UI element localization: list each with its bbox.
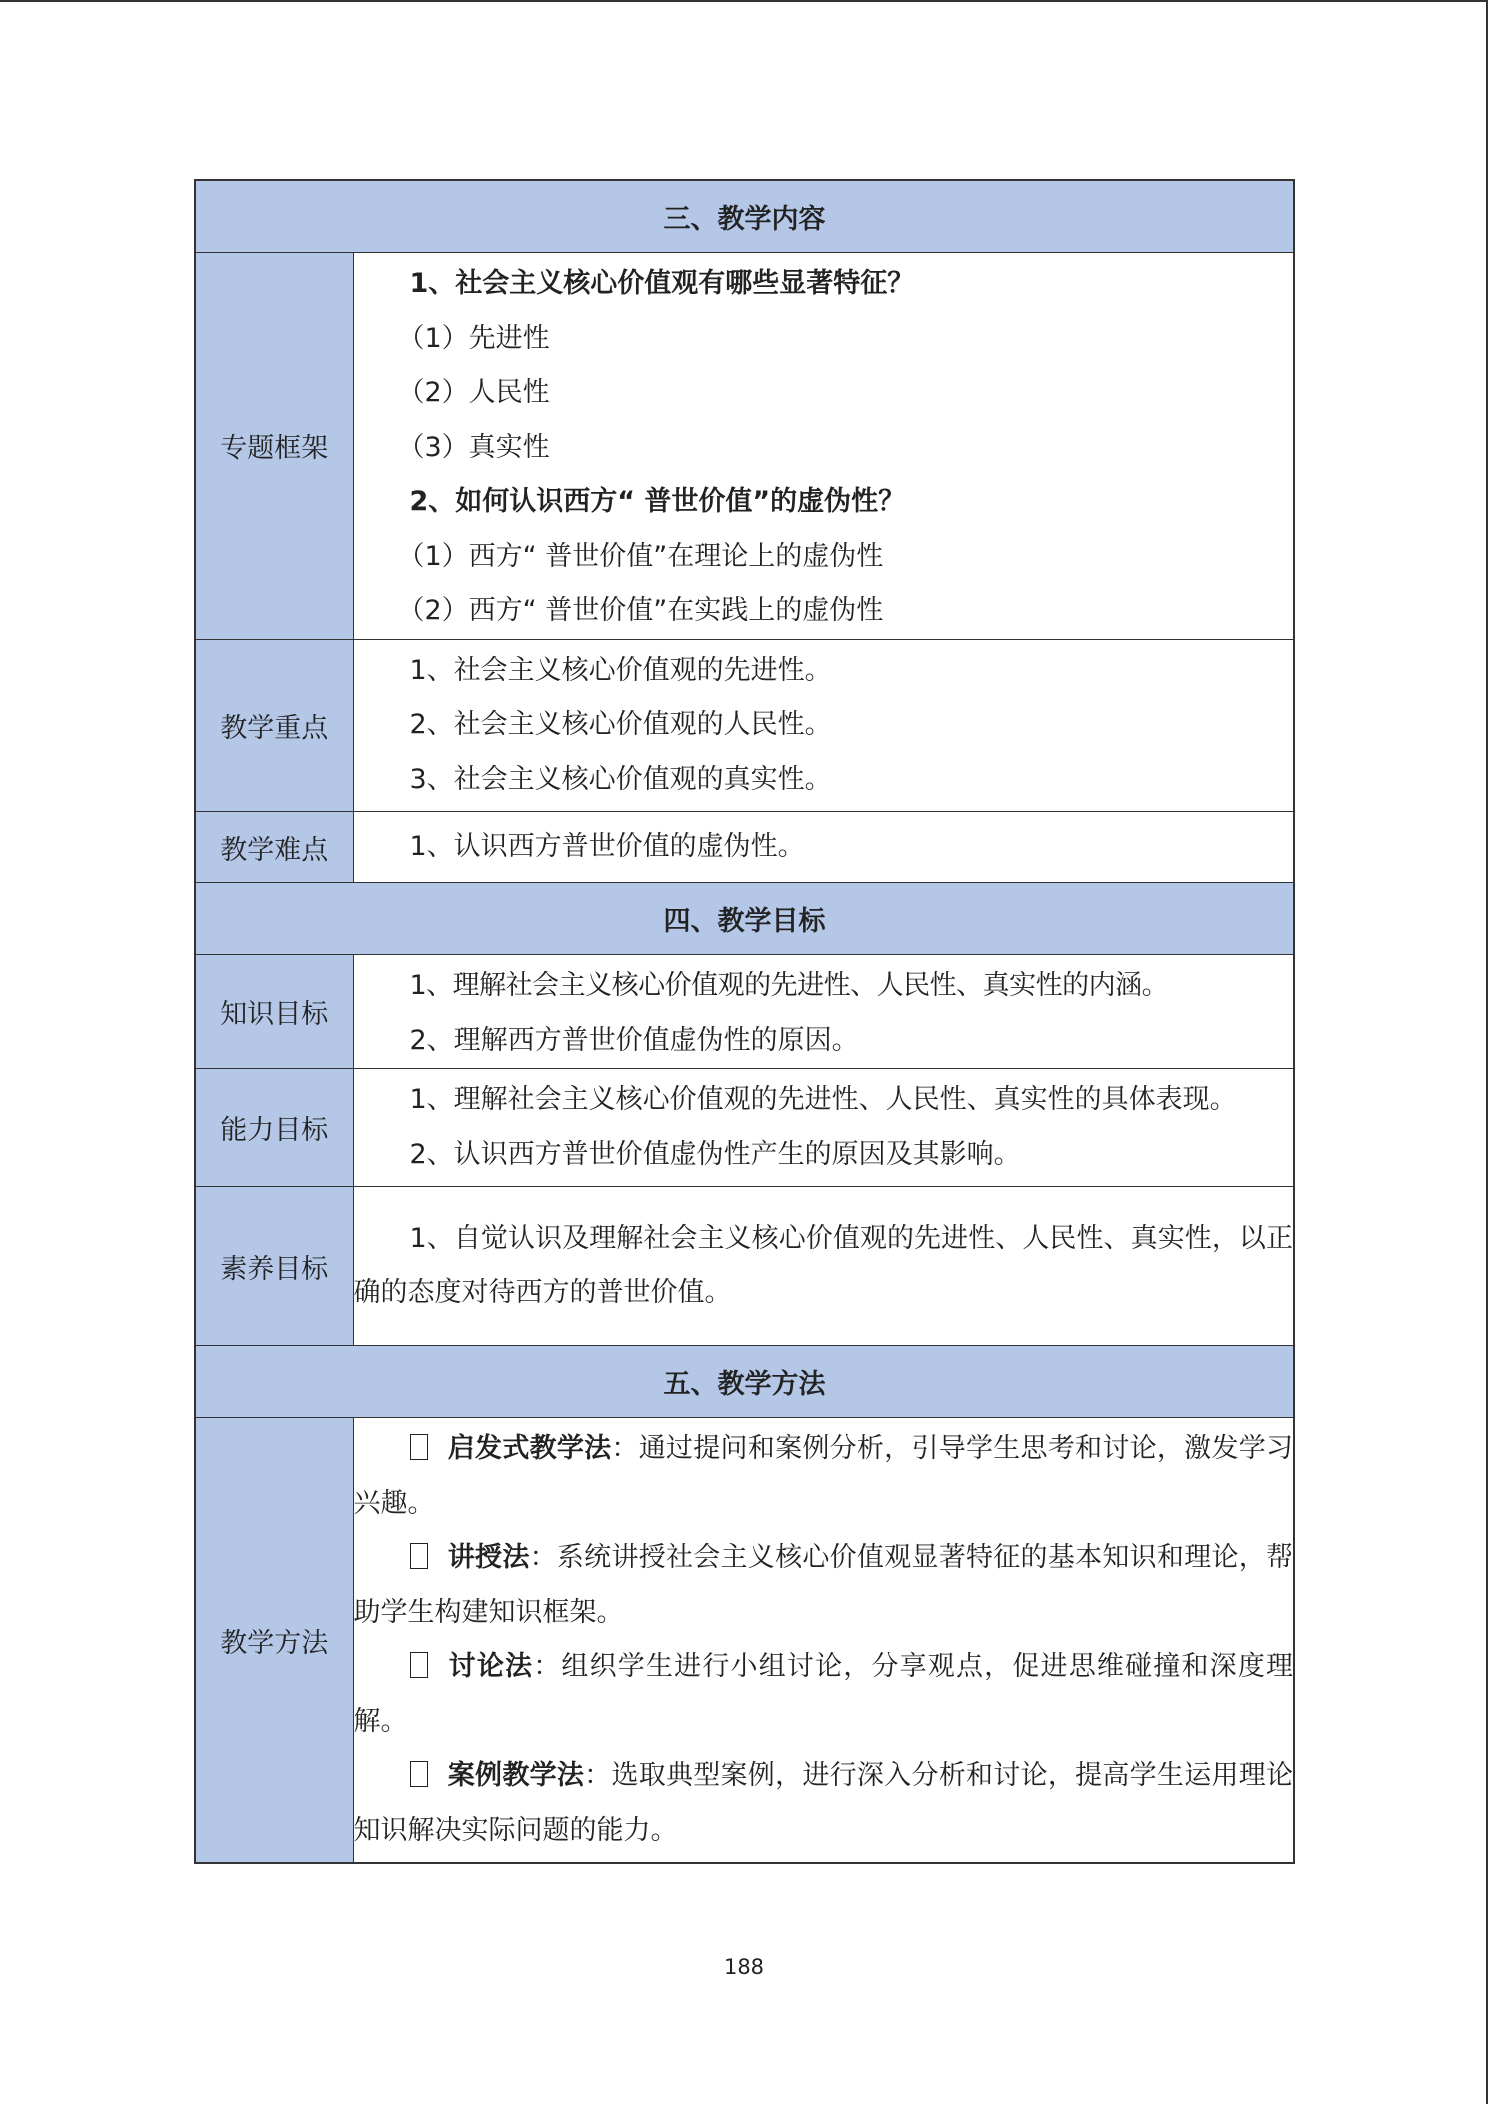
checkbox-icon <box>410 1761 428 1787</box>
method-desc: 组织学生进行小组讨论，分享观点，促进思维碰撞和深度理解。 <box>353 1651 1294 1737</box>
difficulties-content <box>353 812 1294 883</box>
method-desc: 系统讲授社会主义核心价值观显著特征的基本知识和理论，帮助学生构建知识框架。 <box>353 1542 1294 1628</box>
page-number: 188 <box>723 1955 765 1979</box>
methods-row <box>195 1418 1294 1864</box>
framework-item: （1）先进性 <box>397 322 550 354</box>
method-separator: ： <box>533 1651 562 1682</box>
section-header-row <box>195 883 1294 955</box>
ability-label: 能力目标 <box>195 1069 353 1187</box>
framework-question-1: 1、社会主义核心价值观有哪些显著特征？ <box>409 268 915 299</box>
ability-row <box>195 1069 1294 1187</box>
method-separator: ： <box>611 1433 639 1464</box>
method-separator: ： <box>584 1760 612 1791</box>
literacy-row <box>195 1187 1294 1346</box>
method-item <box>354 1422 1294 1531</box>
section-title-objectives: 四、教学目标 <box>195 883 1294 955</box>
method-desc: 通过提问和案例分析，引导学生思考和讨论，激发学习兴趣。 <box>353 1433 1294 1519</box>
knowledge-content <box>353 955 1294 1069</box>
framework-question-2: 2、如何认识西方“ 普世价值”的虚伪性？ <box>409 486 906 517</box>
knowledge-label: 知识目标 <box>195 955 353 1069</box>
framework-content <box>353 253 1294 640</box>
method-desc: 选取典型案例，进行深入分析和讨论，提高学生运用理论知识解决实际问题的能力。 <box>353 1760 1294 1846</box>
method-name: 案例教学法 <box>447 1760 585 1791</box>
section-header-row <box>195 180 1294 253</box>
checkbox-icon <box>410 1543 428 1569</box>
knowledge-item: 2、理解西方普世价值虚伪性的原因。 <box>409 1024 859 1056</box>
method-name: 讨论法 <box>447 1651 534 1682</box>
ability-item: 2、认识西方普世价值虚伪性产生的原因及其影响。 <box>409 1138 1021 1170</box>
framework-item: （2）人民性 <box>397 377 550 408</box>
lesson-plan-table <box>194 179 1295 1864</box>
framework-row <box>195 253 1294 640</box>
method-name: 讲授法 <box>447 1542 530 1573</box>
knowledge-row <box>195 955 1294 1069</box>
difficulties-label: 教学难点 <box>195 812 353 883</box>
section-title-methods: 五、教学方法 <box>195 1346 1294 1418</box>
framework-item: （1）西方“ 普世价值”在理论上的虚伪性 <box>397 540 884 572</box>
checkbox-icon <box>410 1434 428 1460</box>
framework-item: （3）真实性 <box>397 431 550 463</box>
key-points-label: 教学重点 <box>195 639 353 812</box>
difficulty-item: 1、认识西方普世价值的虚伪性。 <box>409 830 805 862</box>
key-points-row <box>195 639 1294 812</box>
methods-label: 教学方法 <box>195 1418 353 1864</box>
checkbox-icon <box>410 1652 428 1678</box>
framework-label: 专题框架 <box>195 253 353 640</box>
method-item <box>354 1640 1294 1749</box>
literacy-item: 1、自觉认识及理解社会主义核心价值观的先进性、人民性、真实性，以正确的态度对待西方的普世价值。 <box>353 1222 1293 1308</box>
key-points-content <box>353 639 1294 812</box>
difficulties-row <box>195 812 1294 883</box>
method-name: 启发式教学法 <box>447 1433 612 1464</box>
method-separator: ： <box>529 1542 557 1573</box>
framework-item: （2）西方“ 普世价值”在实践上的虚伪性 <box>397 595 884 626</box>
section-title-content: 三、教学内容 <box>195 180 1294 253</box>
method-item <box>354 1749 1294 1858</box>
knowledge-item: 1、理解社会主义核心价值观的先进性、人民性、真实性的内涵。 <box>409 970 1169 1001</box>
section-header-row <box>195 1346 1294 1418</box>
key-point-item: 1、社会主义核心价值观的先进性。 <box>409 654 832 686</box>
literacy-content <box>353 1187 1294 1346</box>
literacy-label: 素养目标 <box>195 1187 353 1346</box>
key-point-item: 2、社会主义核心价值观的人民性。 <box>409 709 832 740</box>
ability-item: 1、理解社会主义核心价值观的先进性、人民性、真实性的具体表现。 <box>409 1084 1237 1115</box>
methods-content <box>353 1418 1294 1864</box>
ability-content <box>353 1069 1294 1187</box>
key-point-item: 3、社会主义核心价值观的真实性。 <box>409 763 832 795</box>
method-item <box>354 1531 1294 1640</box>
